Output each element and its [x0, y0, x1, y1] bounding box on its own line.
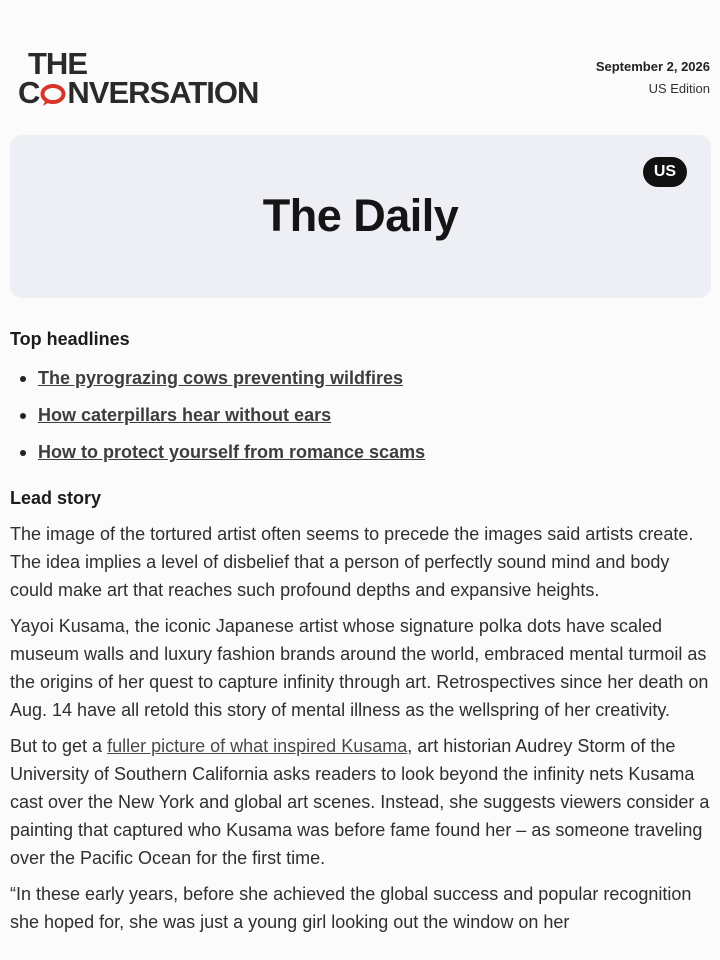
story-link[interactable]: fuller picture of what inspired Kusama — [107, 736, 408, 756]
logo-line-conversation — [18, 75, 259, 110]
paragraph-text: , art historian Audrey Storm of the University of Southern California asks readers to look beyond the infinity nets Kusama cast over the New York and global art scenes. Instead, she suggests viewers consider a painting that captured who Kusama was before fame found her – as someone traveling over the Pacific Ocean for the first time. — [10, 736, 710, 868]
top-headlines-heading: Top headlines — [10, 329, 130, 349]
the-conversation-logo[interactable] — [18, 46, 259, 110]
speech-bubble-icon — [40, 82, 66, 104]
list-item — [10, 440, 710, 464]
email-header — [0, 0, 720, 130]
top-headlines-list — [10, 366, 710, 464]
lead-story-heading: Lead story — [10, 488, 102, 508]
issue-meta — [596, 56, 710, 100]
newsletter-body — [10, 325, 710, 936]
edition-label: US Edition — [648, 81, 710, 96]
paragraph-text: But to get a — [10, 736, 108, 756]
list-item — [10, 403, 710, 427]
logo-letter-c: C — [18, 75, 40, 110]
headline-link[interactable]: How to protect yourself from romance scams — [38, 442, 426, 462]
lead-paragraph-4: “In these early years, before she achieved the global success and popular recognition she hoped for, she was just a young girl looking out the window on her — [10, 884, 692, 932]
list-item — [10, 366, 710, 390]
edition-badge: US — [643, 157, 687, 187]
newsletter-title: The Daily — [262, 190, 459, 241]
headline-link[interactable]: The pyrograzing cows preventing wildfires — [38, 368, 404, 388]
lead-paragraph-1: The image of the tortured artist often seems to precede the images said artists create. The idea implies a level of disbelief that a person of perfectly sound mind and body could make art that reaches such profound depths and expansive heights. — [10, 524, 694, 600]
logo-letters-nversation: NVERSATION — [67, 75, 259, 110]
lead-paragraph-3 — [10, 732, 710, 872]
issue-date: September 2, 2026 — [595, 59, 710, 74]
logo-line-the: THE — [28, 46, 87, 81]
newsletter-banner — [10, 135, 711, 298]
lead-paragraph-2: Yayoi Kusama, the iconic Japanese artist whose signature polka dots have scaled museum walls and luxury fashion brands around the world, embraced mental turmoil as the origins of her quest to capture infinity through art. Retrospectives since her death on Aug. 14 have all retold this story of mental illness as the wellspring of her creativity. — [10, 616, 709, 720]
headline-link[interactable]: How caterpillars hear without ears — [38, 405, 332, 425]
